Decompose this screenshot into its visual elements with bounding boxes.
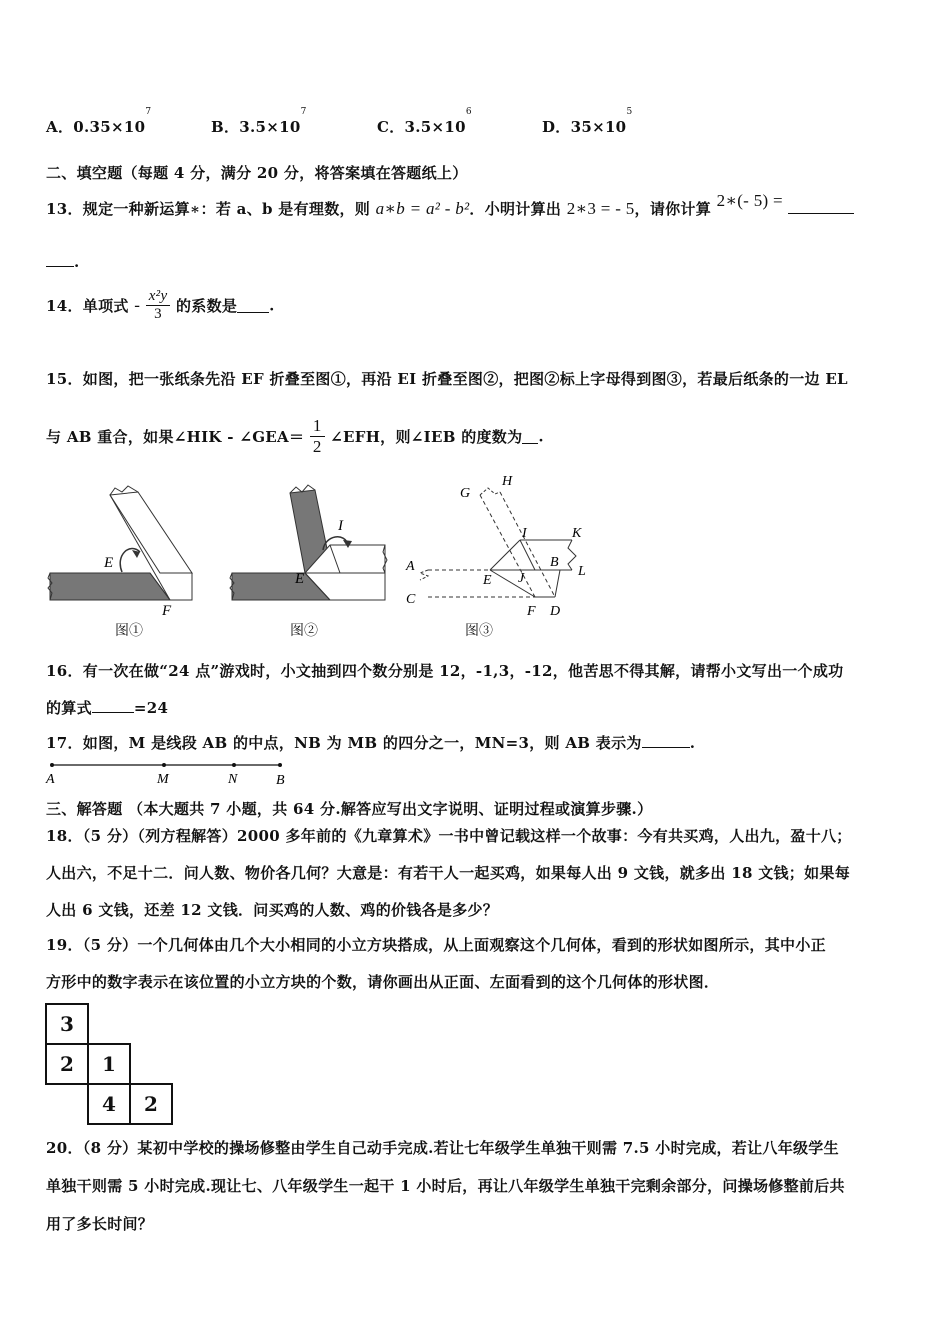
answer-blank-14[interactable] [237,298,269,313]
answer-blank-13[interactable] [788,199,854,214]
label-point-B: B [276,773,285,788]
question-19-line2: 方形中的数字表示在该位置的小立方块的个数，请你画出从正面、左面看到的这个几何体的形状图． [46,973,720,991]
label-F-1: F [162,603,172,619]
question-18-line1: 18．（5 分）（列方程解答）2000 多年前的《九章算术》一书中曾记载这样一个故事：今有共买鸡，人出九，盈十八； [46,827,852,845]
label-C: C [406,592,416,607]
section-heading-fill-in: 二、填空题（每题 4 分，满分 20 分，将答案填在答题纸上） [46,164,468,182]
grid-cell: 1 [88,1044,130,1084]
question-17: 17．如图，M 是线段 AB 的中点，NB 为 MB 的四分之一，MN=3，则 AB 表示为 . [46,734,696,752]
point-A [50,763,54,767]
label-F-3: F [527,604,536,619]
top-view-grid [45,1003,173,1125]
question-20-line1: 20．（8 分）某初中学校的操场修整由学生自己动手完成.若让七年级学生单独干则需 7.5 小时完成，若让八年级学生 [46,1139,839,1157]
answer-blank-15[interactable] [522,429,538,444]
question-13: 13．规定一种新运算∗：若 a、b 是有理数，则 a∗b = a² - b²．小明计算出 2∗3 = - 5，请你计算 2∗(- 5) = [46,198,854,219]
question-16-line1: 16．有一次在做“24 点”游戏时，小文抽到四个数分别是 12，-1,3，-12，他苦思不得其解，请帮小文写出一个成功 [46,662,844,680]
grid-cell: 3 [46,1004,88,1044]
label-E-2: E [295,571,305,587]
point-B [278,763,282,767]
figure-1 [48,486,192,619]
question-18-line3: 人出 6 文钱，还差 12 文钱．问买鸡的人数、鸡的价钱各是多少？ [46,901,499,919]
label-E-3: E [483,573,492,588]
answer-blank-13b[interactable] [46,252,74,267]
section-heading-solve: 三、解答题 （本大题共 7 小题，共 64 分.解答应写出文字说明、证明过程或演算步骤.） [46,800,653,818]
grid-cell: 4 [88,1084,130,1124]
question-14: 14．单项式 - $\frac{\text{x²y}}{3}$ 的系数是 . [46,288,275,322]
grid-cell-empty [130,1044,172,1084]
question-15-line1: 15．如图，把一张纸条先沿 EF 折叠至图①，再沿 EI 折叠至图②，把图②标上字母得到图③，若最后纸条的一边 EL [46,370,848,388]
caption-fig1: 图① [115,623,143,639]
grid-cell-empty [46,1084,88,1124]
label-A: A [406,559,415,574]
formula-13b: 2∗3 = - 5 [566,199,635,218]
label-B: B [550,555,559,570]
label-H: H [502,474,513,489]
half-fraction: $\frac{1}{2}$ [310,416,325,457]
question-16-line2: 的算式 =24 [46,699,169,717]
label-point-A: A [46,772,55,787]
point-N [232,763,236,767]
label-point-M: M [157,772,169,787]
label-D: D [550,604,561,619]
question-18-line2: 人出六，不足十二．问人数、物价各几何？大意是：有若干人一起买鸡，如果每人出 9 文钱，就多出 18 文钱；如果每 [46,864,851,882]
label-point-N: N [228,772,238,787]
label-E-1: E [104,555,114,571]
option-a: A．$0.35\times 10^7$ [46,107,152,136]
caption-fig2: 图② [290,623,318,639]
option-c: C．$3.5\times 10^6$ [377,107,472,136]
caption-fig3: 图③ [465,623,493,639]
formula-13c: 2∗(- 5) = [716,191,783,210]
monomial-fraction: $\frac{\text{x²y}}{3}$ [146,288,171,323]
option-d: D．$35\times 10^5$ [542,107,633,136]
question-13-continued: . [46,252,80,271]
label-K: K [572,526,582,541]
label-I-2: I [338,518,343,534]
label-J: J [518,571,525,586]
question-19-line1: 19．（5 分）一个几何体由几个大小相同的小立方块搭成，从上面观察这个几何体，看到的形状如图所示，其中小正 [46,936,826,954]
grid-cell: 2 [46,1044,88,1084]
option-b: B．$3.5\times 10^7$ [211,107,307,136]
formula-13a: a∗b = a² - b² [375,199,470,218]
point-M [162,763,166,767]
question-20-line2: 单独干则需 5 小时完成.现让七、八年级学生一起干 1 小时后，再让八年级学生单独干完剩余部分，问操场修整前后共 [46,1177,845,1195]
answer-blank-17[interactable] [642,733,690,748]
label-G: G [460,486,471,501]
figure-3 [405,474,586,619]
grid-cell-empty [130,1004,172,1044]
segment-diagram [40,756,300,788]
question-20-line3: 用了多长时间？ [46,1215,154,1233]
figure-2 [230,485,387,600]
question-15-line2: 与 AB 重合，如果∠HIK - ∠GEA＝ $\frac{1}{2}$ ∠EFH，则∠IEB 的度数为 . [46,416,544,456]
label-L: L [578,564,586,579]
label-I-3: I [522,526,527,541]
answer-blank-16[interactable] [92,698,134,713]
grid-cell: 2 [130,1084,172,1124]
grid-cell-empty [88,1004,130,1044]
fold-figures [40,470,610,640]
